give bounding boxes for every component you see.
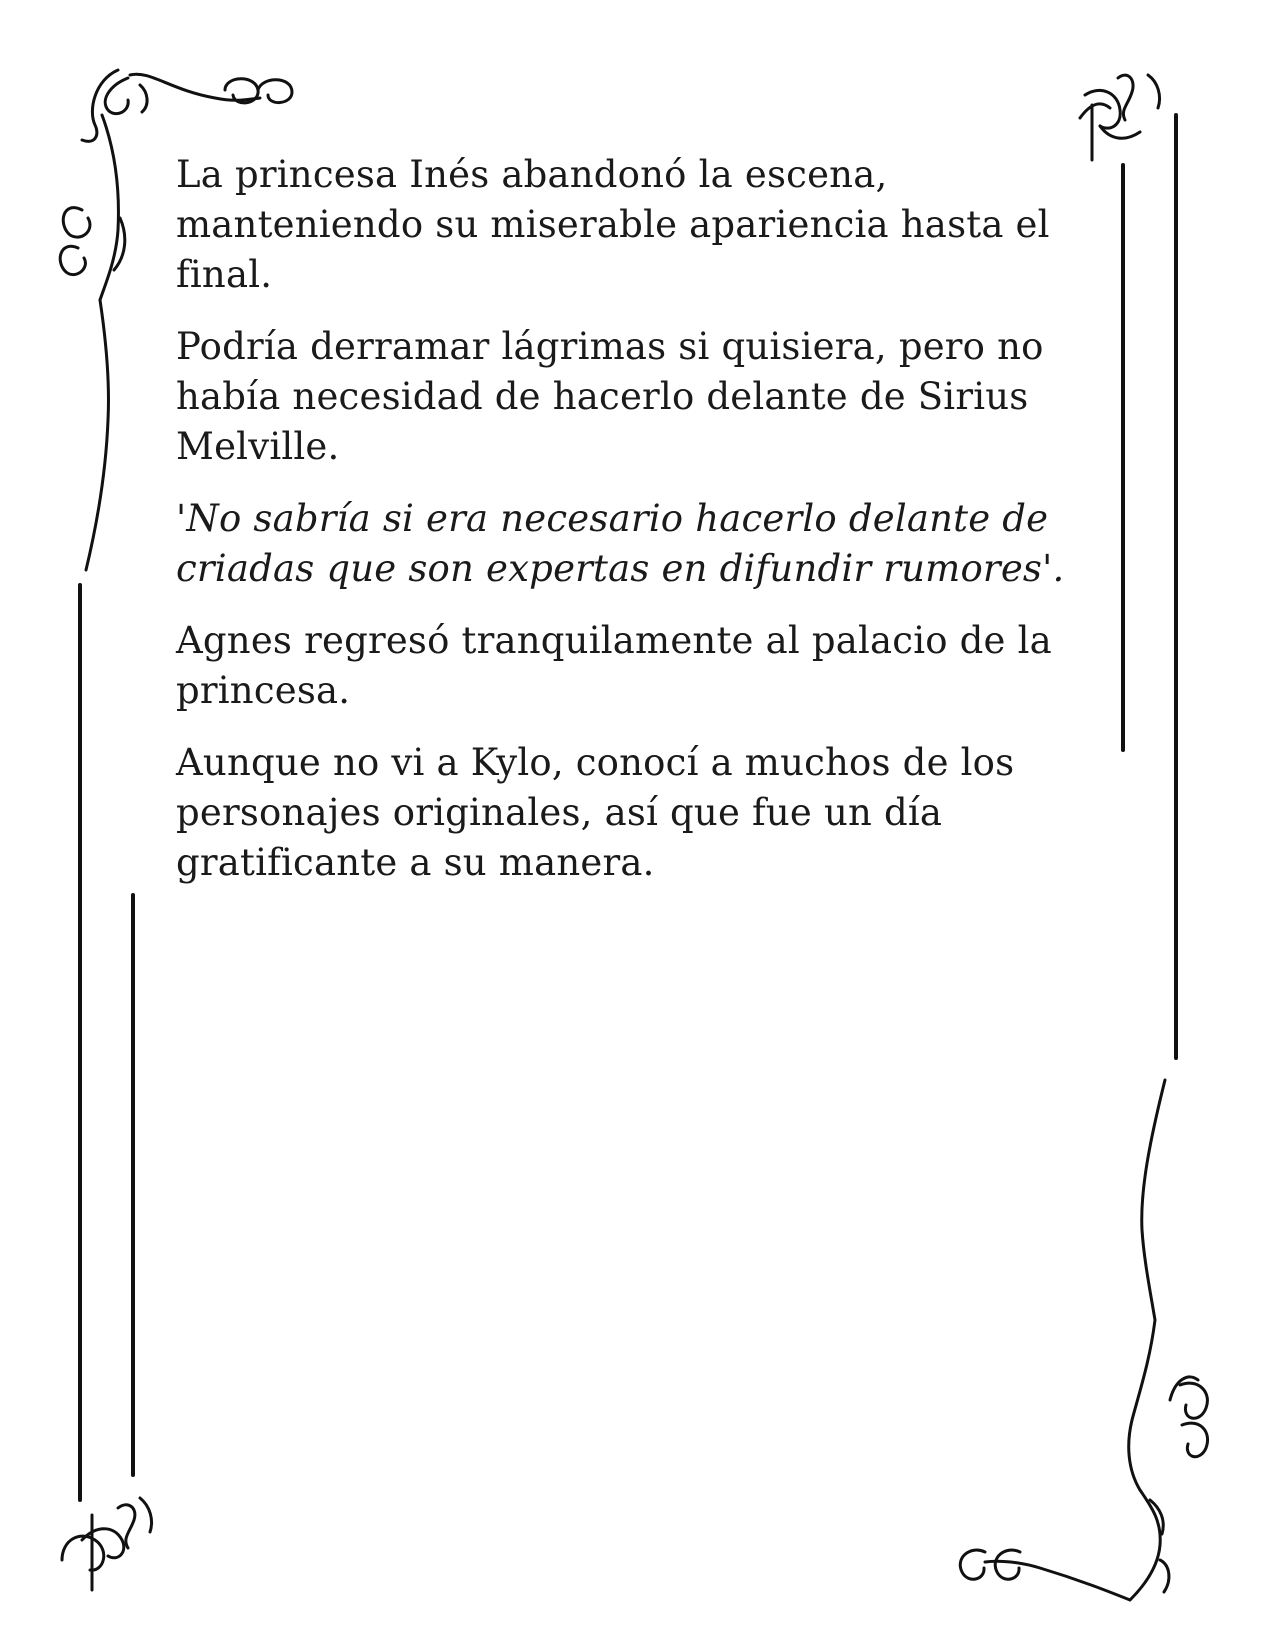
story-text <box>176 150 1076 910</box>
paragraph-1: La princesa Inés abandonó la escena, manteniendo su miserable apariencia hasta el final. <box>176 153 1050 296</box>
paragraph-3-thought: 'No sabría si era necesario hacerlo delante de criadas que son expertas en difundir rumores'. <box>176 497 1065 590</box>
top-right-flourish <box>1080 75 1160 160</box>
bottom-left-flourish <box>62 1498 152 1590</box>
bottom-right-flourish <box>960 1080 1207 1600</box>
paragraph-4: Agnes regresó tranquilamente al palacio de la princesa. <box>176 619 1052 712</box>
paragraph-2: Podría derramar lágrimas si quisiera, pero no había necesidad de hacerlo delante de Sirius Melville. <box>176 325 1044 468</box>
paragraph-5: Aunque no vi a Kylo, conocí a muchos de los personajes originales, así que fue un día gratificante a su manera. <box>176 741 1015 884</box>
